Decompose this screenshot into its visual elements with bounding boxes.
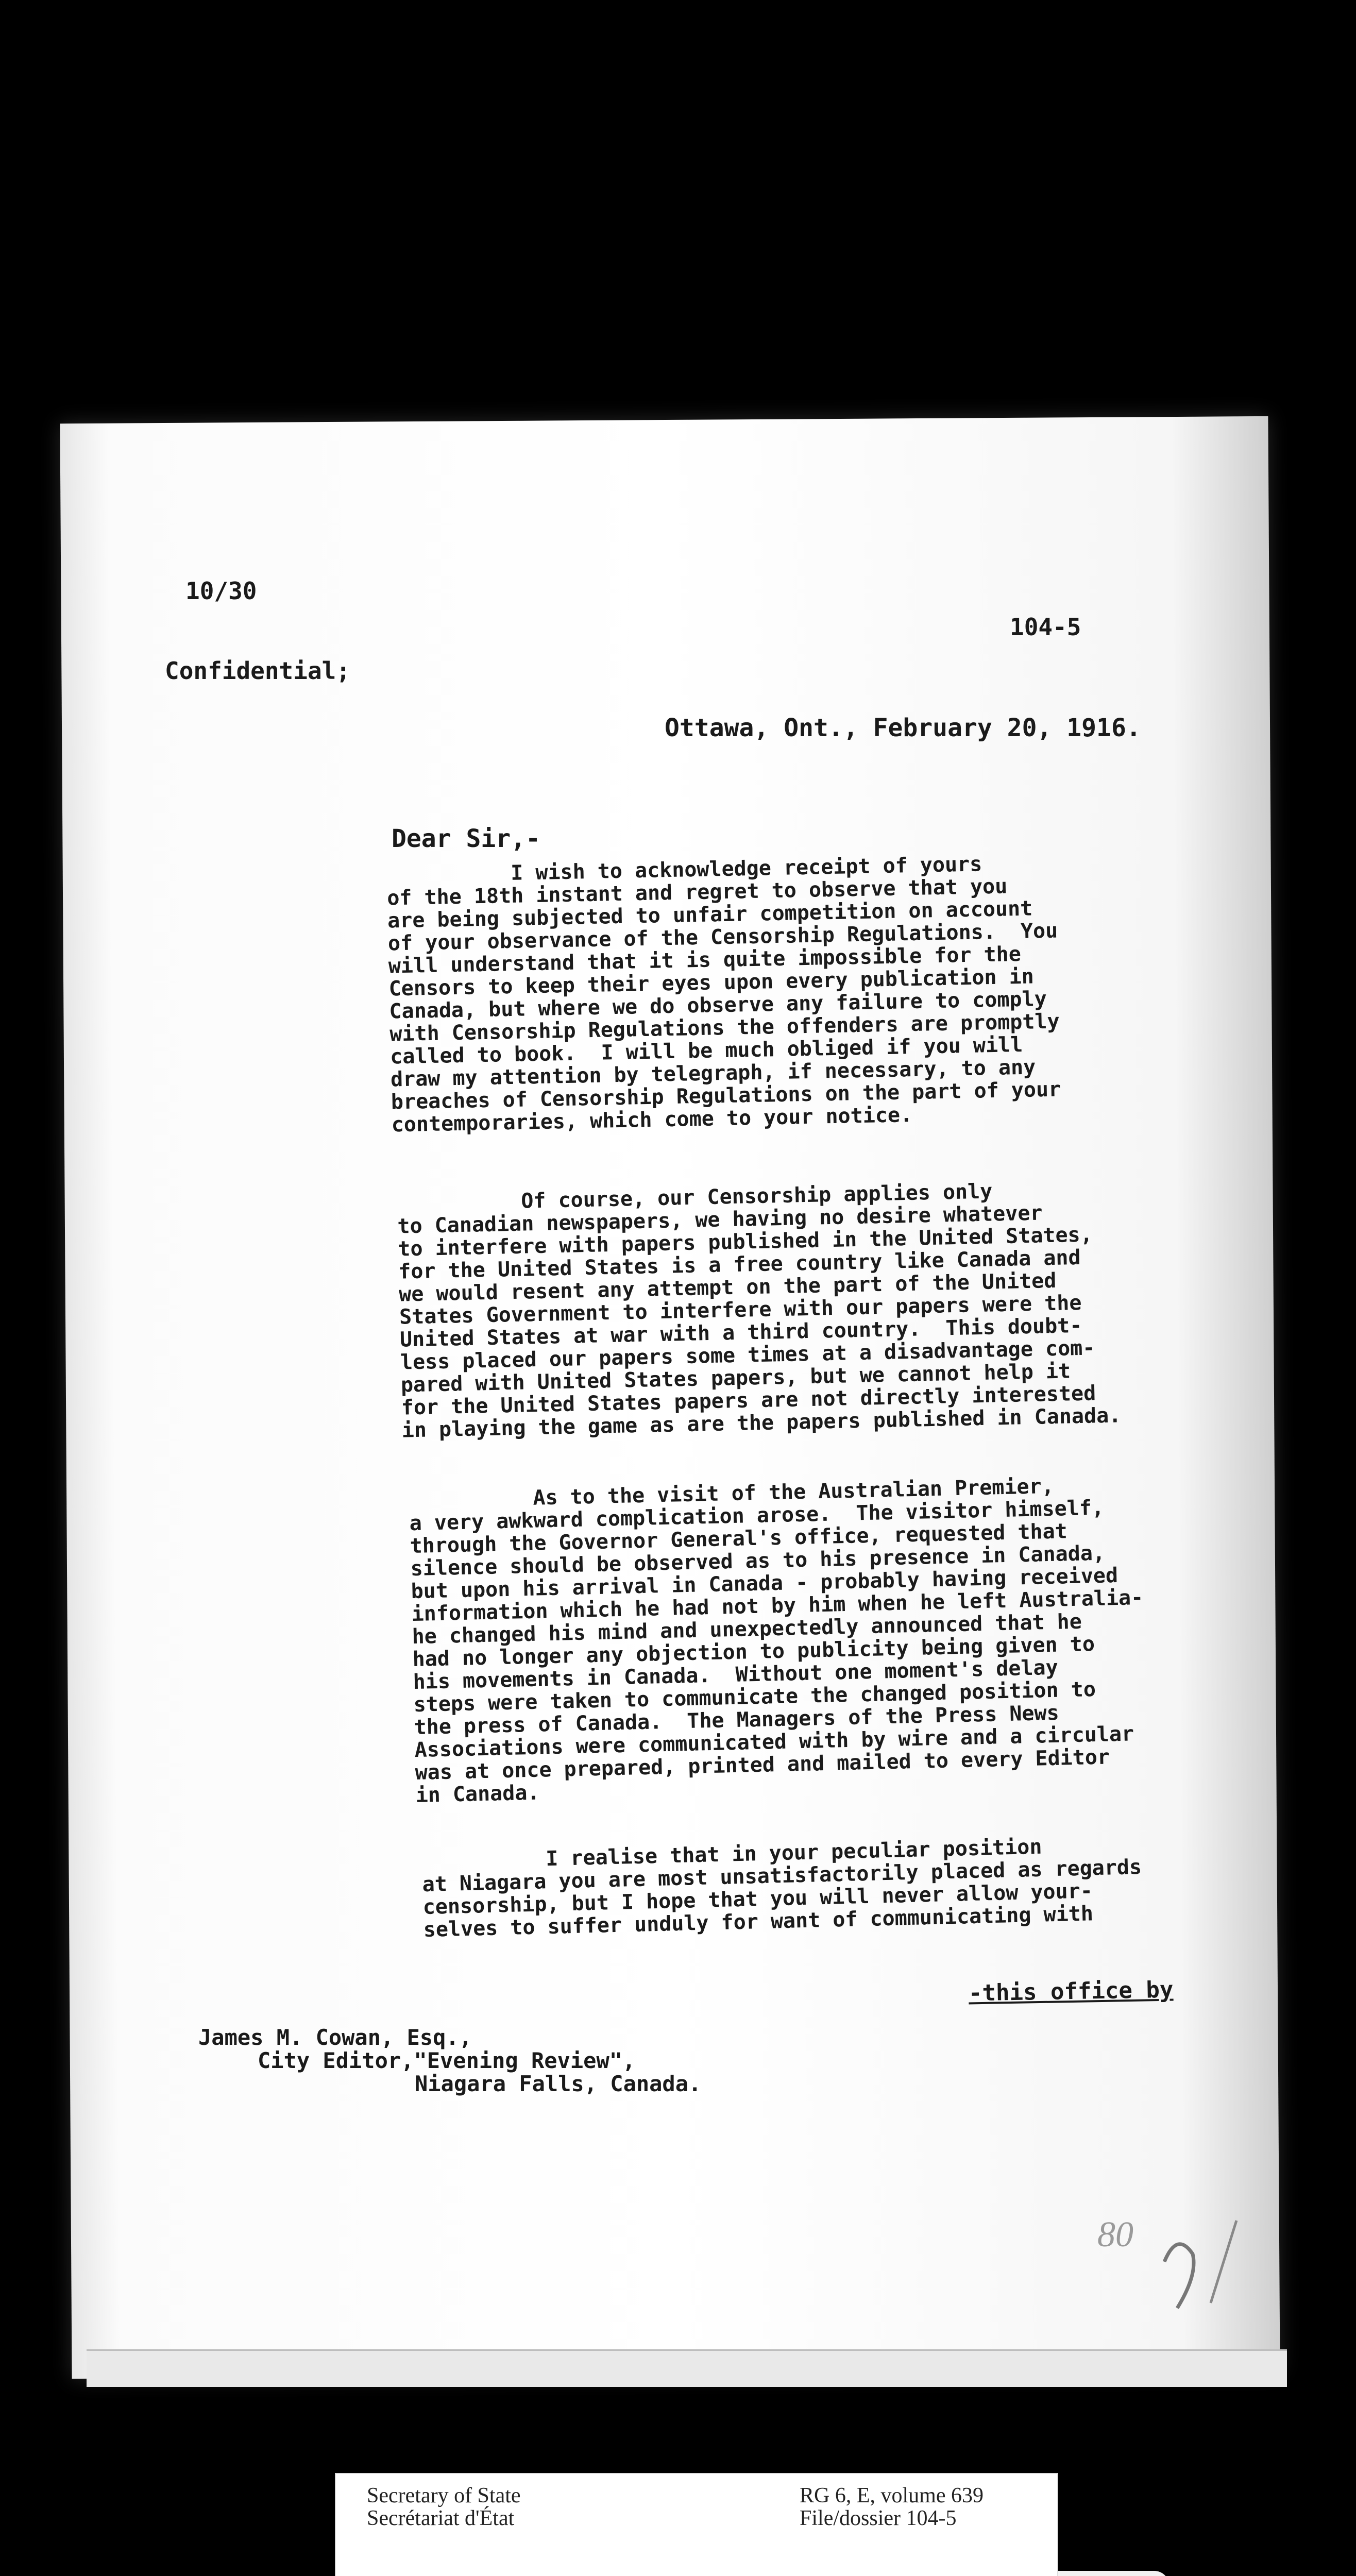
pencil-number: 80 xyxy=(1097,2215,1133,2255)
salutation: Dear Sir,- xyxy=(392,824,540,853)
recipient-name: James M. Cowan, Esq., xyxy=(198,2025,472,2050)
recipient-title: City Editor,"Evening Review", xyxy=(258,2048,636,2073)
paragraph-4: I realise that in your peculiar position at Niagara you are most unsatisfactorily placed as regards censorship, but I hope that you will never allow your- selves to suffer unduly for want of communicating with xyxy=(421,1835,1142,1942)
label-department-en: Secretary of State xyxy=(367,2484,521,2507)
continuation-note: -this office by xyxy=(968,1976,1174,2007)
label-file-number: File/dossier 104-5 xyxy=(800,2506,957,2530)
dateline: Ottawa, Ont., February 20, 1916. xyxy=(665,714,1141,742)
paragraph-2: Of course, our Censorship applies only to Canadian newspapers, we having no desire whatever to interfere with papers published in the United States, for the United States is a free country like Canada and we would resent any attempt on the part of the United States Government to interfere with our papers were the United States at war with a third country. This doubt- less placed our papers some times at a disadvantage com- pared with United States papers, but we cannot help it for the United States papers are not directly interested in playing the game as are the papers published in Canada. xyxy=(397,1179,1122,1443)
archive-label xyxy=(335,2473,1058,2576)
pencil-annotation xyxy=(1087,2200,1242,2331)
recipient-location: Niagara Falls, Canada. xyxy=(415,2071,702,2096)
paragraph-1: I wish to acknowledge receipt of yours of the 18th instant and regret to observe that you are being subjected to unfair competition on account of your observance of the Censorship Regulations. You will understand that it is quite impossible for the Censors to keep their eyes upon every publication in Canada, but where we do observe any failure to comply with Censorship Regulations the offenders are promptly called to book. I will be much obliged if you will draw my attention by telegraph, if necessary, to any breaches of Censorship Regulations on the part of your contemporaries, which come to your notice. xyxy=(386,852,1061,1137)
file-reference-right: 104-5 xyxy=(1010,613,1081,641)
file-reference-left: 10/30 xyxy=(185,577,257,605)
label-department-fr: Secrétariat d'État xyxy=(367,2506,515,2530)
page-bottom-edge xyxy=(87,2349,1287,2387)
paragraph-3: As to the visit of the Australian Premier, a very awkward complication arose. The visitor himself, through the Governor General's office, requested that silence should be observed as to his presence in Canada, but upon his arrival in Canada - probably having received information which he had not by him when he left Australia- he changed his mind and unexpectedly announced that he had no longer any objection to publicity being given to his movements in Canada. Without one moment's delay steps were taken to communicate the changed position to the press of Canada. The Managers of the Press News Associations were communicated with by wire and a circular was at once prepared, printed and mailed to every Editor in Canada. xyxy=(409,1474,1144,1808)
confidential-marking: Confidential; xyxy=(165,657,351,685)
label-record-group: RG 6, E, volume 639 xyxy=(800,2484,984,2507)
